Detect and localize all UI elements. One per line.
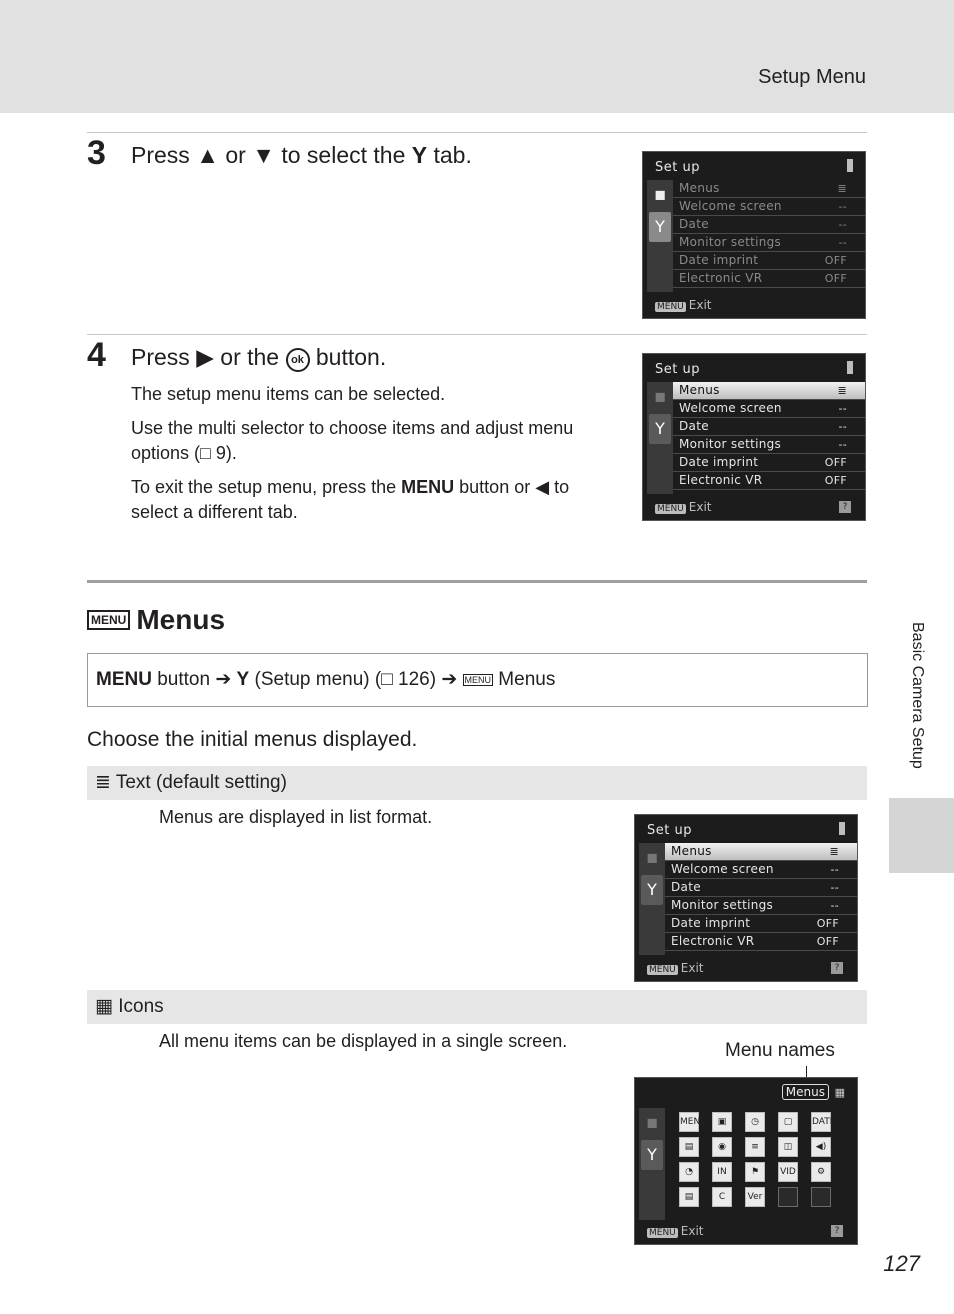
list-item: Date --	[673, 216, 865, 234]
menu-item-icon: ▤	[679, 1187, 699, 1207]
camera-tab-bar	[639, 1108, 665, 1220]
wrench-icon: Y	[649, 414, 671, 444]
menu-item-icon: VID	[778, 1162, 798, 1182]
icon-grid-icon: ▦	[834, 1086, 845, 1099]
camera-screen-text-mode	[634, 814, 858, 982]
menu-button-icon: MENU	[657, 504, 684, 514]
list-item: Electronic VR OFF	[673, 270, 865, 288]
wrench-icon: Y	[641, 875, 663, 905]
camera-tab-bar	[647, 382, 673, 494]
arrow-right-icon: ➔	[215, 669, 232, 690]
ok-button-icon: ok	[286, 348, 310, 372]
callout-label: Menu names	[725, 1040, 835, 1061]
option-text-label: Text (default setting)	[115, 772, 287, 793]
divider	[87, 334, 867, 335]
menu-item-icon: Ver	[745, 1187, 765, 1207]
step-number-3: 3	[87, 134, 106, 172]
menu-item-icon: ≡	[745, 1137, 765, 1157]
menu-button-icon: MENU	[649, 965, 676, 975]
icon-grid-icon: ▦	[95, 996, 113, 1017]
menu-item-icon: ◉	[712, 1137, 732, 1157]
menu-button-icon: MENU	[96, 669, 152, 690]
list-item: Welcome screen --	[673, 400, 865, 418]
menu-item-icon: MENU	[679, 1112, 699, 1132]
arrow-right-icon: ➔	[441, 669, 458, 690]
menu-button-icon: MENU	[401, 477, 455, 497]
camera-menu-list	[665, 843, 857, 951]
camera-menu-list	[673, 382, 865, 490]
option-icons-description: All menu items can be displayed in a single screen.	[159, 1031, 568, 1051]
option-icons-header	[87, 990, 867, 1024]
wrench-icon: Y	[411, 142, 428, 168]
menu-path: MENU button ➔ Y (Setup menu) (□ 126) ➔ MENU Menus	[96, 669, 556, 690]
menu-item-icon: ▣	[712, 1112, 732, 1132]
list-item: Menus ≣	[673, 180, 865, 198]
side-chapter-tab	[889, 798, 954, 873]
header-band	[0, 0, 954, 113]
camera-footer: MENU Exit	[657, 298, 712, 312]
list-item: Date --	[665, 879, 857, 897]
menu-item-icon: IN	[712, 1162, 732, 1182]
down-arrow-icon: ▼	[252, 142, 275, 168]
book-icon: □	[200, 443, 211, 463]
menus-icon: MENU	[87, 610, 130, 630]
list-item: Welcome screen --	[665, 861, 857, 879]
side-chapter-label: Basic Camera Setup	[909, 622, 926, 769]
option-icons-label: Icons	[118, 996, 164, 1017]
menu-button-icon: MENU	[657, 302, 684, 312]
camera-screen-icons-mode	[634, 1077, 858, 1245]
battery-icon	[847, 361, 853, 374]
list-item: Date --	[673, 418, 865, 436]
menu-item-icon: ⚑	[745, 1162, 765, 1182]
list-item: Date imprint OFF	[673, 454, 865, 472]
menu-item-icon: ▤	[679, 1137, 699, 1157]
wrench-icon: Y	[649, 212, 671, 242]
menu-button-icon: MENU	[649, 1228, 676, 1238]
text-list-icon: ≣	[95, 772, 111, 793]
wrench-icon: Y	[641, 1140, 663, 1170]
step-4-para-1: The setup menu items can be selected.	[131, 384, 446, 404]
list-item: Monitor settings --	[665, 897, 857, 915]
camera-footer: MENU Exit	[649, 961, 704, 975]
help-icon: ?	[831, 1225, 843, 1237]
camera-icon: ◼	[654, 187, 666, 203]
list-item: Electronic VR OFF	[665, 933, 857, 951]
camera-menu-list	[673, 180, 865, 288]
divider	[87, 132, 867, 133]
menu-item-icon	[811, 1187, 831, 1207]
step-number-4: 4	[87, 336, 106, 374]
section-title: MENU Menus	[87, 604, 225, 636]
left-arrow-icon: ◀	[535, 477, 550, 497]
menu-item-icon: ◀)	[811, 1137, 831, 1157]
camera-screen-title: Set up	[655, 160, 700, 175]
list-item: Date imprint OFF	[665, 915, 857, 933]
list-item-selected: Menus ≣	[665, 843, 857, 861]
up-arrow-icon: ▲	[196, 142, 219, 168]
camera-screen-setup-tab	[642, 151, 866, 319]
option-text-header	[87, 766, 867, 800]
menu-item-icon: ⚙	[811, 1162, 831, 1182]
step-4-para-3: To exit the setup menu, press the MENU button or ◀ to select a different tab.	[131, 477, 570, 522]
camera-footer: MENU Exit	[649, 1224, 704, 1238]
step-4-para-2: Use the multi selector to choose items and adjust menu options (□ 9).	[131, 418, 574, 463]
right-arrow-icon: ▶	[196, 344, 214, 370]
camera-footer: MENU Exit	[657, 500, 712, 514]
section-divider	[87, 580, 867, 583]
section-intro: Choose the initial menus displayed.	[87, 728, 418, 751]
camera-icon: ◼	[646, 1115, 658, 1131]
menu-item-icon: ◔	[679, 1162, 699, 1182]
camera-icon: ◼	[654, 389, 666, 405]
camera-screen-title: Set up	[655, 362, 700, 377]
page-header-title: Setup Menu	[758, 66, 866, 88]
step-3-title: Press ▲ or ▼ to select the Y tab.	[131, 142, 472, 168]
option-text-description: Menus are displayed in list format.	[159, 807, 433, 827]
list-item: Monitor settings --	[673, 234, 865, 252]
camera-icon: ◼	[646, 850, 658, 866]
menu-name-label: Menus	[782, 1084, 829, 1100]
camera-screen-title: Set up	[647, 823, 692, 838]
book-icon: □	[381, 669, 393, 690]
list-item-selected: Menus ≣	[673, 382, 865, 400]
menus-icon: MENU	[464, 675, 492, 685]
list-item: Electronic VR OFF	[673, 472, 865, 490]
list-item: Welcome screen --	[673, 198, 865, 216]
menu-item-icon: ▢	[778, 1112, 798, 1132]
menu-item-icon: ◷	[745, 1112, 765, 1132]
menu-item-icon: DATE	[811, 1112, 831, 1132]
battery-icon	[839, 822, 845, 835]
list-item: Date imprint OFF	[673, 252, 865, 270]
step-4-title: Press ▶ or the ok button.	[131, 344, 387, 370]
battery-icon	[847, 159, 853, 172]
list-item: Monitor settings --	[673, 436, 865, 454]
page-number: 127	[883, 1251, 920, 1276]
menu-item-icon: C	[712, 1187, 732, 1207]
camera-tab-bar	[647, 180, 673, 292]
menu-path-box	[87, 653, 868, 707]
camera-tab-bar	[639, 843, 665, 955]
help-icon: ?	[839, 501, 851, 513]
menu-item-icon: ◫	[778, 1137, 798, 1157]
camera-screen-setup-menu	[642, 353, 866, 521]
help-icon: ?	[831, 962, 843, 974]
menu-item-icon	[778, 1187, 798, 1207]
wrench-icon: Y	[236, 669, 250, 690]
